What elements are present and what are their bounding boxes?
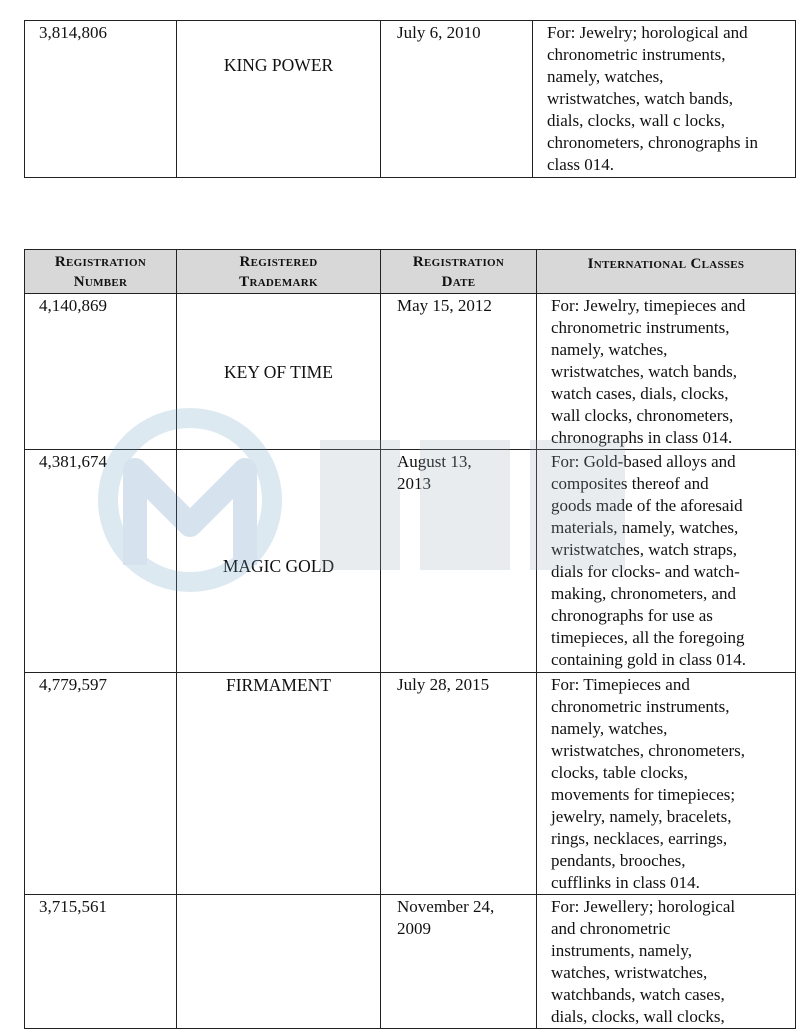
classes-line: chronographs in class 014. [551,428,733,447]
registration-number: 4,381,674 [25,450,177,673]
header-word: Registration [412,253,505,270]
date-line: May 15, 2012 [397,296,492,315]
international-classes [537,294,796,450]
registered-trademark [177,895,381,1029]
classes-line: chronometric instruments, [547,45,726,64]
classes-line: wristwatches, chronometers, [551,741,746,760]
header-registration-date [381,250,537,294]
registration-date [381,450,537,673]
classes-line: namely, watches, [551,340,668,359]
classes-line: rings, necklaces, earrings, [551,829,728,848]
registration-number: 3,715,561 [25,895,177,1029]
classes-line: For: Jewelry; horological and [547,23,748,42]
registration-number: 4,779,597 [25,673,177,895]
registration-date: July 6, 2010 [381,21,533,178]
registration-date [381,895,537,1029]
classes-line: chronometric instruments, [551,318,730,337]
table-header-row [25,250,796,294]
classes-line: dials for clocks- and watch- [551,562,740,581]
classes-line: class 014. [547,155,615,174]
header-registered-trademark [177,250,381,294]
header-word: Registration [54,253,147,270]
date-line: 2013 [397,474,431,493]
international-classes [537,450,796,673]
international-classes [537,673,796,895]
table-row [25,21,796,178]
classes-line: jewelry, namely, bracelets, [551,807,732,826]
classes-line: watchbands, watch cases, [551,985,725,1004]
header-word: Trademark [239,273,318,290]
registration-number: 3,814,806 [25,21,177,178]
international-classes [533,21,796,178]
classes-line: watches, wristwatches, [551,963,708,982]
registration-date [381,673,537,895]
date-line: July 28, 2015 [397,675,490,694]
classes-line: containing gold in class 014. [551,650,747,669]
classes-line: chronometric instruments, [551,697,730,716]
classes-line: movements for timepieces; [551,785,736,804]
date-line: November 24, [397,897,495,916]
registered-trademark: KEY OF TIME [177,294,381,450]
classes-line: wall clocks, chronometers, [551,406,734,425]
classes-line: For: Jewelry, timepieces and [551,296,746,315]
classes-line: chronographs for use as [551,606,713,625]
classes-line: composites thereof and [551,474,709,493]
classes-line: For: Jewellery; horological [551,897,736,916]
date-line: 2009 [397,919,431,938]
header-registration-number [25,250,177,294]
trademark-table-continued [24,20,796,178]
classes-line: wristwatches, watch bands, [547,89,734,108]
classes-line: materials, namely, watches, [551,518,739,537]
classes-line: For: Gold-based alloys and [551,452,736,471]
header-word: International Classes [587,256,745,272]
classes-line: clocks, table clocks, [551,763,688,782]
classes-line: dials, clocks, wall clocks, [551,1007,725,1026]
classes-line: cufflinks in class 014. [551,873,700,892]
classes-line: chronometers, chronographs in [547,133,759,152]
registered-trademark: MAGIC GOLD [177,450,381,673]
classes-line: dials, clocks, wall c locks, [547,111,725,130]
registered-trademark: FIRMAMENT [177,673,381,895]
header-word: Number [73,273,128,290]
header-international-classes [537,250,796,294]
classes-line: and chronometric [551,919,671,938]
classes-line: watch cases, dials, clocks, [551,384,729,403]
classes-line: pendants, brooches, [551,851,686,870]
classes-line: wristwatches, watch bands, [551,362,738,381]
registration-number: 4,140,869 [25,294,177,450]
header-word: Date [441,273,476,290]
table-row [25,673,796,895]
classes-line: namely, watches, [547,67,664,86]
table-row [25,450,796,673]
classes-line: instruments, namely, [551,941,693,960]
classes-line: making, chronometers, and [551,584,737,603]
date-line: August 13, [397,452,472,471]
registration-date [381,294,537,450]
classes-line: wristwatches, watch straps, [551,540,738,559]
classes-line: timepieces, all the foregoing [551,628,745,647]
table-row [25,895,796,1029]
trademark-table [24,249,796,1029]
classes-line: goods made of the aforesaid [551,496,743,515]
international-classes [537,895,796,1029]
classes-line: namely, watches, [551,719,668,738]
registered-trademark: KING POWER [177,21,381,178]
header-word: Registered [239,253,318,270]
classes-line: For: Timepieces and [551,675,690,694]
table-row [25,294,796,450]
